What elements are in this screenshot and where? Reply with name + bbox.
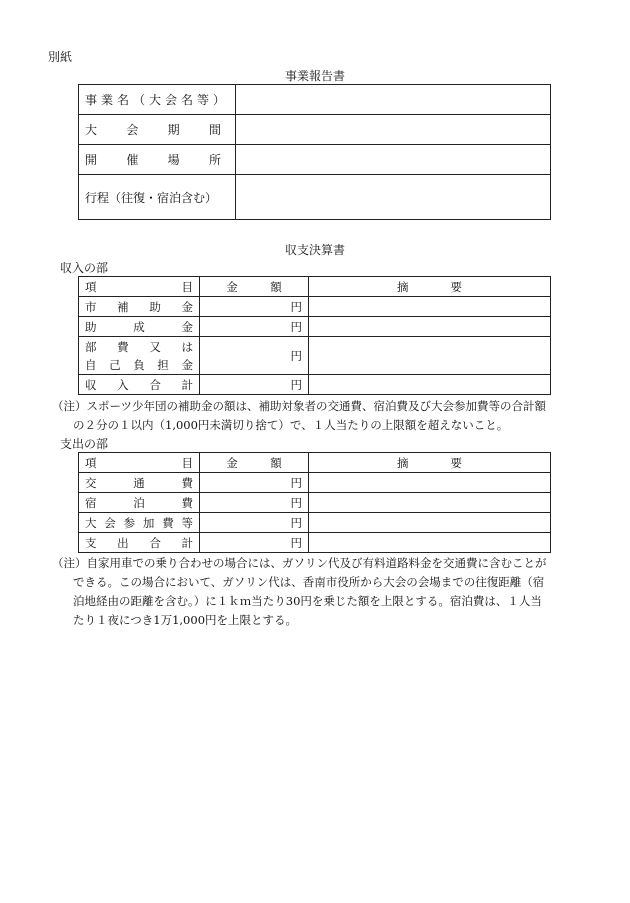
expense-header-item — [79, 453, 200, 473]
report-table — [78, 84, 551, 220]
income-summary-city-subsidy[interactable] — [309, 297, 551, 317]
expense-item-total-text: 支 出 合 計 — [85, 535, 193, 550]
report-row-itinerary — [79, 175, 551, 220]
expense-note — [52, 554, 582, 630]
income-item-total-text: 収 入 合 計 — [85, 377, 193, 392]
expense-item-lodging — [79, 493, 200, 513]
expense-row-total — [79, 533, 551, 553]
income-note-line2: の２分の１以内（1,000円未満切り捨て）で、１人当たりの上限額を超えないこと。 — [73, 418, 509, 432]
expense-item-total — [79, 533, 200, 553]
expense-table — [78, 452, 551, 553]
income-table — [78, 276, 551, 395]
venue-value[interactable] — [236, 145, 551, 175]
income-item-club-fee — [79, 337, 200, 375]
income-note — [52, 397, 582, 435]
income-summary-total[interactable] — [309, 375, 551, 395]
expense-header-item-text: 項 目 — [85, 455, 193, 470]
venue-label-text: 開 催 場 所 — [85, 153, 221, 167]
income-row-grant — [79, 317, 551, 337]
report-row-venue — [79, 145, 551, 175]
itinerary-label-text: 行程（往復・宿泊含む） — [85, 190, 218, 205]
expense-note-line2: できる。この場合において、ガソリン代は、香南市役所から大会の会場までの往復距離（宿 — [73, 575, 545, 589]
income-item-grant — [79, 317, 200, 337]
expense-item-transport-text: 交 通 費 — [85, 475, 193, 490]
expense-item-entry-fee — [79, 513, 200, 533]
expense-header-row — [79, 453, 551, 473]
expense-header-summary-text: 摘 要 — [397, 455, 462, 470]
expense-row-transport — [79, 473, 551, 493]
expense-header-amount — [200, 453, 309, 473]
expense-amount-transport[interactable]: 円 — [200, 473, 309, 493]
expense-summary-total[interactable] — [309, 533, 551, 553]
income-header-summary — [309, 277, 551, 297]
income-amount-total[interactable]: 円 — [200, 375, 309, 395]
income-item-city-subsidy-text: 市 補 助 金 — [85, 299, 193, 314]
expense-note-line1: （注）自家用車での乗り合わせの場合には、ガソリン代及び有料道路料金を交通費に含むことが — [52, 556, 547, 570]
expense-amount-total[interactable]: 円 — [200, 533, 309, 553]
expense-summary-transport[interactable] — [309, 473, 551, 493]
income-amount-city-subsidy[interactable]: 円 — [200, 297, 309, 317]
itinerary-label — [79, 175, 236, 220]
income-note-line1: （注）スポーツ少年団の補助金の額は、補助対象者の交通費、宿泊費及び大会参加費等の合計額 — [52, 399, 547, 413]
report-row-period — [79, 115, 551, 145]
expense-header-summary — [309, 453, 551, 473]
event-name-value[interactable] — [236, 85, 551, 115]
income-row-total — [79, 375, 551, 395]
expense-note-line3: 泊地経由の距離を含む。）に１ｋｍ当たり30円を乗じた額を上限とする。宿泊費は、１人当 — [73, 594, 542, 608]
expense-item-entry-fee-text: 大 会 参 加 費 等 — [85, 515, 193, 530]
expense-amount-entry-fee[interactable]: 円 — [200, 513, 309, 533]
income-amount-grant[interactable]: 円 — [200, 317, 309, 337]
income-header-amount — [200, 277, 309, 297]
report-row-event-name — [79, 85, 551, 115]
income-header-summary-text: 摘 要 — [397, 279, 462, 294]
expense-header-amount-text: 金 額 — [226, 455, 282, 470]
income-section-label: 収入の部 — [60, 261, 109, 275]
income-summary-club-fee[interactable] — [309, 337, 551, 375]
expense-item-transport — [79, 473, 200, 493]
settlement-title: 収支決算書 — [284, 243, 345, 257]
period-label — [79, 115, 236, 145]
expense-summary-entry-fee[interactable] — [309, 513, 551, 533]
income-item-total — [79, 375, 200, 395]
itinerary-value[interactable] — [236, 175, 551, 220]
income-row-city-subsidy — [79, 297, 551, 317]
appendix-label: 別紙 — [48, 50, 73, 64]
expense-amount-lodging[interactable]: 円 — [200, 493, 309, 513]
expense-note-line4: たり１夜につき1万1,000円を上限とする。 — [73, 613, 298, 627]
expense-item-lodging-text: 宿 泊 費 — [85, 495, 193, 510]
venue-label — [79, 145, 236, 175]
event-name-label — [79, 85, 236, 115]
income-summary-grant[interactable] — [309, 317, 551, 337]
income-item-club-fee-line2: 自 己 負 担 金 — [85, 357, 193, 372]
event-name-label-text: 事業名（大会名等） — [85, 93, 230, 107]
income-item-grant-text: 助 成 金 — [85, 319, 193, 334]
income-item-city-subsidy — [79, 297, 200, 317]
income-row-club-fee — [79, 337, 551, 375]
income-header-item — [79, 277, 200, 297]
income-header-amount-text: 金 額 — [226, 279, 282, 294]
income-header-row — [79, 277, 551, 297]
report-title: 事業報告書 — [284, 69, 345, 83]
period-value[interactable] — [236, 115, 551, 145]
expense-summary-lodging[interactable] — [309, 493, 551, 513]
period-label-text: 大 会 期 間 — [85, 123, 221, 137]
expense-row-entry-fee — [79, 513, 551, 533]
income-item-club-fee-line1: 部 費 又 は — [85, 339, 193, 354]
income-header-item-text: 項 目 — [85, 279, 193, 294]
income-amount-club-fee[interactable]: 円 — [200, 337, 309, 375]
expense-section-label: 支出の部 — [60, 437, 109, 451]
expense-row-lodging — [79, 493, 551, 513]
